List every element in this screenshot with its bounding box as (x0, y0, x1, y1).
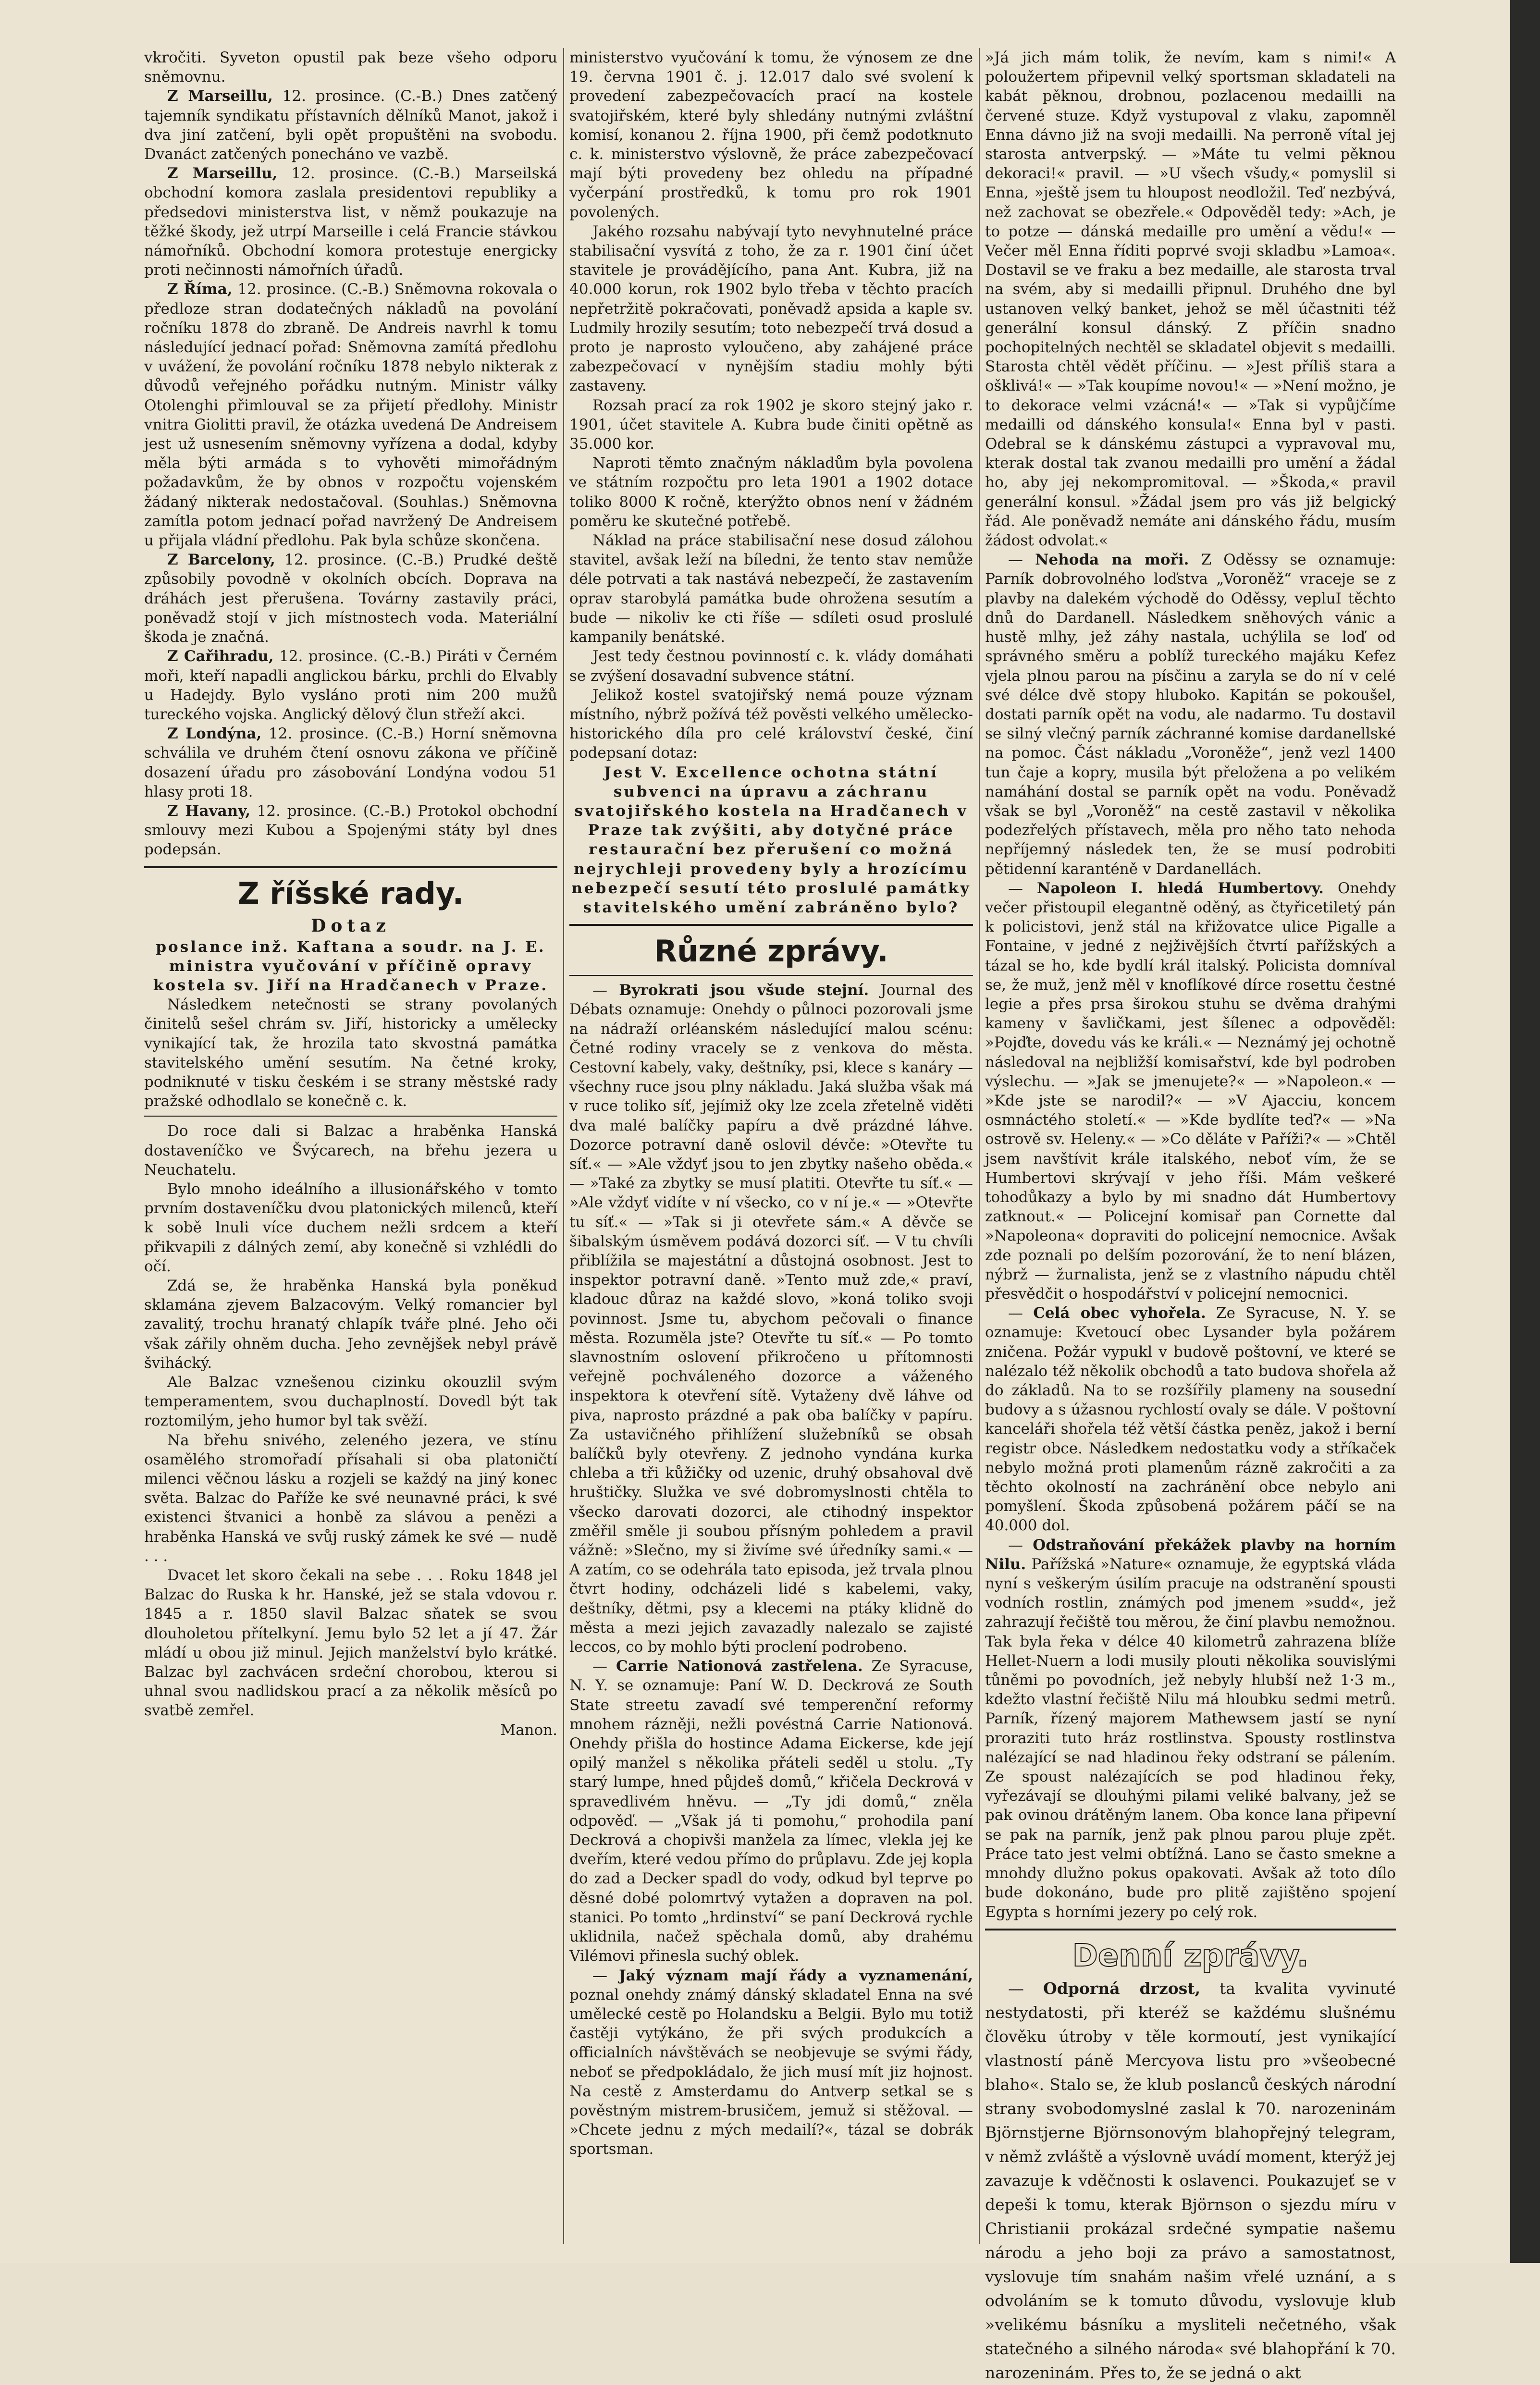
story-paragraph: Dvacet let skoro čekali na sebe . . . Roku 1848 jel Balzac do Ruska k hr. Hanské, jež se stala vdovou r. 1845 a r. 1850 slavil Balzac sňatek se svou dlouholetou přítelkyní. Jemu bylo 52 let a jí 47. Žár mládí u obou již minul. Jejich manželství bylo krátké. Balzac byl zachvácen srdeční chorobou, kterou si uhnal svou nadlidskou prací a za několik měsíců po svatbě zemřel. (144, 1567, 557, 1720)
story-paragraph: Do roce dali si Balzac a hraběnka Hanská dostaveníčko ve Švýcarech, na břehu jezera u Neuchatelu. (144, 1122, 557, 1179)
column-3 (985, 48, 1396, 2382)
news-item: Z Marseillu, 12. prosince. (C.-B.) Dnes zatčený tajemník syndikatu přístavních dělníků Manot, jakož i dva jiní zatčení, byli opět propuštěni na svobodu. Dvanáct zatčených ponecháno ve vazbě. (144, 87, 557, 163)
news-item: — Nehoda na moři. Z Oděssy se oznamuje: Parník dobrovolného loďstva „Voroněž“ vraceje se z plavby na dalekém východě do Oděssy, vepluI těchto dnů do Dardanell. Následkem sněhových vánic a hustě mlhy, jež záhy nastala, uchýlila se loď od správného směru a poblíž tureckého majáku Kefez vjela plnou parou na písčinu a zaryla se do ní v celé své délce dvě stopy hluboko. Kapitán se pokoušel, dostati parník opět na vodu, ale nadarmo. Tu dostavil se silný vlečný parník záchranné komise dardanellské na pomoc. Část nákladu „Voroněže“, jenž vezl 1400 tun čaje a kopry, musila být přeložena a po velikém namáhání dostal se parník opět na vodu. Poněvadž však se byl „Voroněž“ na cestě zastavil v několika podezřelých přístavech, měla pro něho tato nehoda nepříjemný následek ten, že se musí podrobiti pětidenní karanténě v Dardanellách. (985, 551, 1396, 878)
story-signature: Manon. (500, 1721, 557, 1739)
story-paragraph: Na břehu snivého, zeleného jezera, ve stínu osamělého stromořadí přísahali si oba platoničtí milenci věčnou lásku a rozjeli se každý na jiný konec světa. Balzac do Paříže ke své neunavné práci, k své existenci štvanici a honbě za slávou a penězi a hraběnka Hanská ve svůj ruský zámek ke své — nudě . . . (144, 1431, 557, 1565)
news-item: — Celá obec vyhořela. Ze Syracuse, N. Y. se oznamuje: Kvetoucí obec Lysander byla požárem zničena. Požár vypukl v budově poštovní, ve které se nalézalo též několik obchodů a tato budova shořela až do základů. Na to se rozšířily plameny na sousední budovy a s úžasnou rychlostí ovaly se dále. V poštovní kanceláři shořela též větší částka peněz, jakož i berní registr obce. Následkem nedostatku vody a stříkaček nebylo možná proti plamenům rázně zakročiti a za těchto okolností na zachránění obce nebylo ani pomyšlení. Škoda způsobená požárem páčí se na 40.000 dol. (985, 1304, 1396, 1535)
section-title: Různé zprávy. (654, 934, 888, 969)
page-edge-shadow (1510, 0, 1540, 2263)
news-item: Z Marseillu, 12. prosince. (C.-B.) Marseilská obchodní komora zaslala presidentovi republiky a předsedovi ministerstva list, v němž poukazuje na těžké škody, jež utrpí Marseille i celá Francie stávkou námořníků. Obchodní komora protestuje energicky proti nečinnosti námořních úřadů. (144, 165, 558, 279)
dotaz-text: Následkem netečnosti se strany povolaných činitelů sešel chrám sv. Jiří, historicky a umělecky vynikající tak, že hrozila tato skvostná památka stavitelského umění sesutím. Na četné kroky, podniknuté v tisku českém i se strany městské rady pražské odhodlalo se konečně c. k. (144, 996, 557, 1110)
dotaz-paragraph: Naproti těmto značným nákladům byla povolena ve státním rozpočtu pro leta 1901 a 1902 dotace toliko 8000 K ročně, kterýžto obnos není v žádném poměru ke skutečné potřebě. (569, 455, 973, 530)
news-item: Z Říma, 12. prosince. (C.-B.) Sněmovna rokovala o předloze stran dodatečných nákladů na povolání ročníku 1878 do zbraně. De Andreis navrhl k tomu následující jednací pořad: Sněmovna zamítá předlohu v uvážení, že povolání ročníku 1878 nebylo nikterak z důvodů veřejného pořádku nutným. Ministr války Otolenghi přimlouval se za přijetí předlohy. Ministr vnitra Giolitti pravil, že otázka uvedená De Andreisem jest už usnesením sněmovny vyřízena a dodal, kdyby měla býti armáda s to vyhověti mimořádným požadavkům, že by obnos v rozpočtu vojenském žádaný nikterak nedostačoval. (Souhlas.) Sněmovna zamítla potom jednací pořad navržený De Andreisem u přijala vládní předlohu. Pak byla schůze skončena. (144, 281, 557, 550)
news-item: Z Cařihradu, 12. prosince. (C.-B.) Piráti v Černém moři, kteří napadli anglickou bárku, prchli do Elvably u Hadejdy. Bylo vysláno proti nim 200 mužů tureckého vojska. Anglický dělový člun střeží akci. (144, 648, 557, 723)
news-item: Z Havany, 12. prosince. (C.-B.) Protokol obchodní smlouvy mezi Kubou a Spojenými státy byl dnes podepsán. (144, 802, 558, 859)
feuilleton-divider (144, 1116, 557, 1117)
story-paragraph: Zdá se, že hraběnka Hanská byla poněkud sklamána zjevem Balzacovým. Velký romancier byl zavalitý, trochu hranatý chlapík tváře plné. Jeho oči však zářily ohněm ducha. Jeho zevnějšek nebyl právě švihácký. (144, 1277, 557, 1372)
dotaz-question: Jest V. Excellence ochotna státní subvenci na úpravu a záchranu svatojiřského kostela na Hradčanech v Praze tak zvýšiti, aby dotyčné práce restaurační bez přerušení co možná nejrychleji provedeny byly a hrozícímu nebezpečí sesutí této proslulé památky stavitelského umění zabráněno bylo? (571, 763, 971, 916)
dotaz-title: Dotaz (311, 915, 391, 936)
news-item: — Odporná drzost, ta kvalita vyvinuté nestydatosti, při kteréž se každému slušnému člověku útroby v těle kormoutí, jest vynikající vlastností páně Mercyova listu pro »všeobecné blaho«. Stalo se, že klub poslanců českých národní strany svobodomyslné zaslal k 70. narozeninám Björnstjerne Björnsonovým blahopřejný telegram, v němž zvláště a výslovně uvádí moment, kterýž jej zavazuje k vděčnosti k oslavenci. Poukazujeť se v depeši k tomu, kterak Björnson o sjezdu míru v Christianii prokázal srdečné sympatie našemu národu a jeho boji za právo a samostatnost, vyslovuje tím snahám našim vřelé uznání, a s odvoláním se k tomuto důvodu, vyslovuje klub »velikému básníku a mysliteli nečetného, však statečného a silného národa« své blahopřání k 70. narozeninám. Přes to, že se jedná o akt (985, 1979, 1396, 2382)
dotaz-paragraph: Jelikož kostel svatojiřský nemá pouze význam místního, nýbrž požívá též pověsti velkého umělecko-historického díla pro celé království české, činí podepsaní dotaz: (569, 686, 973, 762)
news-item: — Napoleon I. hledá Humbertovy. Onehdy večer přistoupil elegantně oděný, as čtyřicetiletý pán k policistovi, jenž stál na křižovatce ulice Pigalle a Fontaine, v jedné z nejživějších čtvrtí pařížských a tázal se ho, kde bydlí král italský. Policista domníval se, že muž, jenž měl v knoflíkové dírce rosettu čestné legie a přes prsa širokou stuhu se dvěma drahými kameny v šavličkami, jest šílenec a odpověděl: »Pojďte, dovedu vás ke králi.« — Neznámý jej ochotně následoval na nejbližší komisařství, kde byl podroben výslechu. — »Jak se jmenujete?« — »Napoleon.« — »Kde jste se narodil?« — »V Ajacciu, koncem osmnáctého století.« — »Kde bydlíte teď?« — »Na ostrově sv. Heleny.« — »Co děláte v Paříži?« — »Chtěl jsem navštívit krále italského, neboť vím, že se Humbertovi skrývají v jeho říši. Mám veškeré tohodůkazy a bylo by mi snadno dát Humbertovy zatknout.« — Policejní komisař pan Cornette dal »Napoleona« dopraviti do policejní nemocnice. Avšak zde poznali po delším pozorování, že to není blázen, nýbrž — žurnalista, jenž se z vlastního nápudu chtěl přesvědčit o hospodářství v policejní nemocnici. (985, 879, 1396, 1303)
story-paragraph: Ale Balzac vznešenou cizinku okouzlil svým temperamentem, svou duchaplností. Dovedl být tak roztomilým, jeho humor byl tak svěží. (144, 1374, 557, 1430)
dotaz-paragraph: Jest tedy čestnou povinností c. k. vlády domáhati se zvýšení dosavadní subvence státní. (569, 648, 973, 685)
news-item: — Byrokrati jsou všude stejní. Journal des Débats oznamuje: Onehdy o půlnoci pozorovali jsme na nádraží orléanském následující malou scénu: Četné rodiny vracely se z venkova do města. Cestovní kabely, vaky, deštníky, psi, klece s kanáry — všechny ruce jsou plny nákladu. Jaká služba však má v ruce toliko síť, jejímiž oky lze zcela zřetelně viděti dva malé balíčky papíru a dvě prázdné láhve. Dozorce potravní daně oslovil dévče: »Otevřte tu síť.« — »Ale vždyť jsou to jen zbytky našeho oběda.« — »Také za zbytky se musí platiti. Otevřte tu síť.« — »Ale vždyť vidíte v ní všecko, co v ní je.« — »Otevřte tu síť.« — »Tak si ji otevřete sám.« A děvče se šibalským úsměvem podává dozorci síť. — V tu chvíli přiblížila se majestátní a důstojná osobnost. Jest to inspektor potravní daně. »Tento muž zde,« praví, kladouc důraz na každé slovo, »koná toliko svoji povinnost. Jsme tu, abychom pečovali o finance města. Rozuměla jste? Otevřte tu síť.« — Po tomto slavnostním oslovení přikročeno u přítomnosti veřejně pochváleného dozorce a váženého inspektora k otevření sítě. Vytaženy dvě láhve od piva, naprosto prázdné a pak oba balíčky v papíru. Za ustavičného přihlížení služebníků se obsah balíčků byly otevřeny. Z jednoho vyndána kurka chleba a tři kůžičky od uzenic, druhý obsahoval dvě hruštičky. Služka ve své dobromyslnosti chtěla to všecko darovati dozorci, ale ctihodný inspektor změřil směle ji soubou přísným pohledem a pravil vážně: »Slečno, my si živíme své úředníky sami.« — A zatím, co se odehrála tato episoda, jež trvala plnou čtvrt hodiny, odcházeli lidé s kabelemi, vaky, deštníky, dětmi, psy a klecemi na ptáky klidně do města a mezi jejich zavazadly nalezalo se zajisté leccos, co by mohlo býti proclení podrobeno. (569, 982, 973, 1656)
column-rule (563, 48, 564, 2244)
news-continued: »Já jich mám tolik, že nevím, kam s nimi!« A poloužertem připevnil velký sportsman skladateli na kabát pěknou, drobnou, pozlacenou medailli na červené stuze. Když vystupoval z vlaku, zapomněl Enna dávno již na svoji medailli. Na perroně vítal jej starosta antverpský. — »Máte tu velmi pěknou dekoraci!« pravil. — »U všech všudy,« pomyslil si Enna, »ještě jsem tu hloupost neodložil. Teď nezbývá, než zachovat se obezřele.« Odpověděl tedy: »Ach, je to potze — dánská medaille pro umění a vědu!« — Večer měl Enna říditi poprvé svoji skladbu »Lamoa«. Dostavil se ve fraku a bez medaille, ale starosta trval na svém, aby si medailli připnul. Druhého dne byl ustanoven velký banket, jehož se měl účastniti též generální konsul dánský. Z příčin snadno pochopitelných nechtěl se skladatel objevit s medailli. Starosta chtěl vědět příčinu. — »Jest příliš stara a ošklivá!« — »Tak koupíme novou!« — »Není možno, je to dekorace velmi vzácná!« — »Tak si vypůjčíme medailli od dánského konsula!« Enna byl v pasti. Odebral se k dánskému zástupci a vypravoval mu, kterak dostal tak zvanou medailli pro umění a žádal ho, aby jej nekompromitoval. — »Škoda,« pravil generální konsul. »Žádal jsem pro vás již belgický řád. Ale poněvadž nemáte ani dánského řádu, musím žádost odvolat.« (985, 49, 1396, 550)
news-item: Z Barcelony, 12. prosince. (C.-B.) Prudké deště způsobily povodně v okolních obcích. Doprava na dráhách jest přerušena. Továrny zastavily práci, poněvadž stojí v jich místnostech voda. Materiální škoda je značná. (144, 551, 557, 646)
dotaz-continued: ministerstvo vyučování k tomu, že výnosem ze dne 19. června 1901 č. j. 12.017 dalo své svolení k provedení zabezpečovacích prací na kostele svatojiřském, které byly shledány nutnými zvláštní komisí, konanou 2. října 1900, při čemž podotknuto c. k. ministerstvo výslovně, že práce zabezpečovací mají býti provedeny bez ohledu na případné vyčerpání prostředků, k tomu pro rok 1901 povolených. (569, 49, 973, 221)
news-item: — Odstraňování překážek plavby na horním Nilu. Pařížská »Nature« oznamuje, že egyptská vláda nyní s veškerým úsilím pracuje na odstranění spousti vodních rostlin, známých pod jmenem »sudd«, jež zahrazují řečiště tou měrou, že činí plavbu nemožnou. Tak byla řeka v délce 40 kilometrů zahrazena blíže Hellet-Nuern a lodi musily plouti několika souvislými tůněmi po povodních, jež nebyly hlubší než 1·3 m., kdežto vlastní řečiště Nilu má hloubku sedmi metrů. Parník, řízený majorem Mathewsem jastí se nyní proraziti tuto hráz rostlinstva. Spousty rostlinstva nalézající se nad hladinou řeky odstraní se pálením. Ze spoust nalézajících se pod hladinou řeky, vyřezávají se dlouhými pilami veliké balvany, jež se pak ovinou drátěným lanem. Oba konce lana připevní se pak na parník, jenž pak plnou parou pluje zpět. Práce tato jest velmi obtížná. Lano se často smekne a mnohdy dlužno pokus opakovati. Avšak až toto dílo bude dokonáno, bude pro plitě zajištěno spojení Egypta s horními jezery po celý rok. (985, 1536, 1396, 1921)
news-item: Z Londýna, 12. prosince. (C.-B.) Horní sněmovna schválila ve druhém čtení osnovu zákona ve příčině dosazení úřadu pro zásobování Londýna vodou 51 hlasy proti 18. (144, 725, 557, 800)
section-divider (569, 975, 973, 976)
section-title: Z říšské rady. (237, 875, 464, 911)
dotaz-paragraph: Rozsah prací za rok 1902 je skoro stejný jako r. 1901, účet stavitele A. Kubra bude činiti opětně as 35.000 kor. (569, 396, 973, 453)
section-divider (144, 866, 557, 868)
column-2 (569, 48, 973, 2244)
dotaz-intro: poslance inž. Kaftana a soudr. na J. E. ministra vyučování v příčině opravy kostela sv. Jiří na Hradčanech v Praze. (153, 938, 549, 994)
story-paragraph: Bylo mnoho ideálního a illusionářského v tomto prvním dostaveníčku dvou platonických milenců, kteří k sobě lnuli více duchem nežli srdcem a kteří přikvapili z dálných zemí, aby konečně si vzhlédli do očí. (144, 1180, 557, 1275)
section-divider (985, 1929, 1396, 1930)
column-1 (144, 48, 557, 2244)
dotaz-paragraph: Náklad na práce stabilisační nese dosud zálohou stavitel, avšak leží na bíledni, že tento stav nemůže déle potrvati a tak nastává nebezpečí, že zastavením oprav starobylá památka bude ohrožena sesutím a bude — nikoliv ke cti říše — sdíleti osud proslulé kampanily benátské. (569, 532, 973, 646)
news-item: — Carrie Nationová zastřelena. Ze Syracuse, N. Y. se oznamuje: Paní W. D. Deckrová ze South State streetu zavadí své temperenční reformy mnohem rázněji, nežli povéstná Carrie Nationová. Onehdy přišla do hostince Adama Eickerse, kde její opilý manžel s několika přáteli seděl u stolu. „Ty starý lumpe, hned půjdeš domů,“ křičela Deckrová v spravedlivém hněvu. — „Ty jdi domů,“ zněla odpověď. — „Však já ti pomohu,“ prohodila paní Deckrová a chopivši manžela za límec, vlekla jej ke dveřím, které vedou přímo do průplavu. Zde jej kopla do zad a Decker spadl do vody, odkud byl teprve po děsné dobé polomrtvý vytažen a dopraven na pol. stanici. Po tomto „hrdinství“ se paní Deckrová rychle uklidnila, načež spěchala domů, aby drahému Vilémovi přinesla suchý oblek. (569, 1658, 973, 1965)
section-divider (569, 924, 973, 926)
dotaz-paragraph: Jakého rozsahu nabývají tyto nevyhnutelné práce stabilisační vysvítá z toho, že za r. 1901 činí účet stavitele je provádějícího, pana Ant. Kubra, již na 40.000 korun, rok 1902 bylo třeba v těchto pracích nepřetržitě pokračovati, poněvadž apsida a kaple sv. Ludmily hrozily sesutím; toto nebezpečí trvá dosud a proto je naprosto vyloučeno, aby zahájené práce zabezpečovací v nynějším stadiu mohly býti zastaveny. (569, 222, 973, 395)
column-rule (979, 48, 980, 2244)
section-title: Denní zprávy. (1072, 1938, 1309, 1974)
news-item: vkročiti. Syveton opustil pak beze všeho odporu sněmovnu. (144, 49, 557, 86)
news-item: — Jaký význam mají řády a vyznamenání, poznal onehdy známý dánský skladatel Enna na své umělecké cestě po Holandsku a Belgii. Bylo mu totiž častěji vytýkáno, že při svých produkcích a officialních návštěvách se neobjevuje se svými řády, neboť se předpokládalo, že jich musí mít jiz hojnost. Na cestě z Amsterdamu do Antverp setkal se s pověstným mistrem-brusičem, jemuž si stěžoval. — »Chcete jednu z mých medailí?«, tázal se dobrák sportsman. (569, 1967, 973, 2158)
